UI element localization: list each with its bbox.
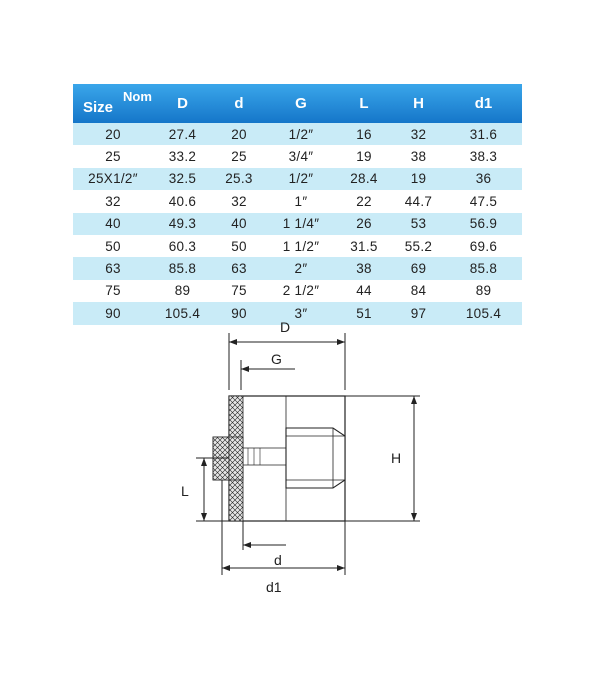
cell-G: 1″	[294, 193, 308, 209]
cell-d1: 31.6	[469, 126, 498, 142]
cell-d: 40	[231, 216, 247, 232]
header-D: D	[177, 95, 188, 112]
cell-L: 28.4	[350, 171, 378, 187]
cell-L: 38	[356, 261, 372, 277]
cell-size: 20	[105, 126, 121, 142]
cell-D: 27.4	[168, 126, 197, 142]
cell-d: 75	[231, 283, 247, 299]
cell-D: 105.4	[164, 305, 201, 321]
cell-d1: 38.3	[469, 149, 498, 165]
cell-d1: 89	[475, 283, 492, 299]
cell-H: 19	[410, 171, 427, 187]
cell-d: 90	[231, 305, 247, 321]
cell-H: 55.2	[404, 238, 433, 254]
table-row	[73, 190, 522, 212]
cell-H: 84	[410, 283, 427, 299]
table-body	[73, 123, 522, 325]
dim-d	[243, 521, 286, 568]
cell-H: 69	[410, 261, 427, 277]
label-d: d	[274, 552, 282, 568]
table-row	[73, 168, 522, 190]
cell-d: 50	[231, 238, 247, 254]
cell-d1: 105.4	[465, 305, 502, 321]
cell-L: 44	[356, 283, 372, 299]
cell-G: 1/2″	[288, 171, 314, 187]
cell-D: 32.5	[168, 171, 197, 187]
cell-size: 32	[105, 193, 121, 209]
label-d1: d1	[266, 579, 282, 595]
dimension-table-container	[73, 84, 522, 325]
header-G: G	[295, 95, 307, 112]
cell-H: 38	[410, 149, 427, 165]
cell-d: 20	[231, 126, 247, 142]
cell-D: 40.6	[168, 193, 197, 209]
header-d: d	[234, 95, 244, 112]
cell-size: 50	[105, 238, 121, 254]
cell-L: 31.5	[350, 238, 378, 254]
cell-L: 19	[356, 149, 372, 165]
cell-H: 97	[410, 305, 427, 321]
header-size-nom	[73, 84, 153, 123]
dim-D	[229, 319, 345, 390]
cell-d: 25.3	[225, 171, 253, 187]
header-nom: Nom	[123, 89, 152, 104]
cell-G: 2 1/2″	[282, 283, 320, 299]
cell-size: 75	[105, 283, 121, 299]
label-G: G	[271, 351, 282, 367]
header-d1: d1	[474, 95, 493, 112]
header-size: Size	[83, 99, 114, 116]
label-H: H	[391, 450, 402, 466]
cell-d: 63	[231, 261, 247, 277]
cell-d: 25	[231, 149, 247, 165]
cell-size: 25X1/2″	[88, 171, 138, 187]
cell-d1: 47.5	[469, 193, 498, 209]
table-header-row	[73, 84, 522, 123]
cell-D: 60.3	[168, 238, 197, 254]
cell-L: 22	[356, 193, 372, 209]
dim-G	[241, 351, 295, 390]
cell-size: 40	[105, 216, 121, 232]
table-row	[73, 235, 522, 257]
fitting-body	[213, 396, 345, 521]
table-row	[73, 123, 522, 145]
cell-size: 25	[105, 149, 121, 165]
cell-d1: 56.9	[469, 216, 498, 232]
table-row	[73, 280, 522, 302]
table-row	[73, 257, 522, 279]
cell-D: 49.3	[168, 216, 197, 232]
cell-D: 33.2	[168, 149, 197, 165]
cell-L: 16	[356, 126, 372, 142]
cell-G: 1 1/2″	[282, 238, 320, 254]
cell-d1: 36	[475, 171, 492, 187]
cell-G: 1 1/4″	[282, 216, 320, 232]
cell-G: 1/2″	[288, 126, 314, 142]
dimension-table	[73, 84, 522, 325]
cell-D: 89	[174, 283, 191, 299]
table-row	[73, 145, 522, 167]
cell-D: 85.8	[168, 261, 197, 277]
cell-G: 2″	[294, 261, 308, 277]
cell-size: 63	[105, 261, 121, 277]
header-L: L	[359, 95, 369, 112]
cell-size: 90	[105, 305, 121, 321]
cell-H: 32	[410, 126, 427, 142]
cell-H: 44.7	[404, 193, 433, 209]
label-L: L	[181, 483, 189, 499]
cell-d1: 69.6	[469, 238, 498, 254]
cell-H: 53	[410, 216, 427, 232]
cell-L: 26	[356, 216, 372, 232]
cell-G: 3/4″	[288, 149, 314, 165]
cell-d1: 85.8	[469, 261, 498, 277]
label-D: D	[280, 319, 291, 335]
cell-d: 32	[231, 193, 247, 209]
cell-L: 51	[356, 305, 372, 321]
table-row	[73, 213, 522, 235]
dim-H	[345, 396, 420, 521]
cell-G: 3″	[294, 305, 308, 321]
fitting-drawing	[0, 310, 600, 610]
header-H: H	[413, 95, 424, 112]
